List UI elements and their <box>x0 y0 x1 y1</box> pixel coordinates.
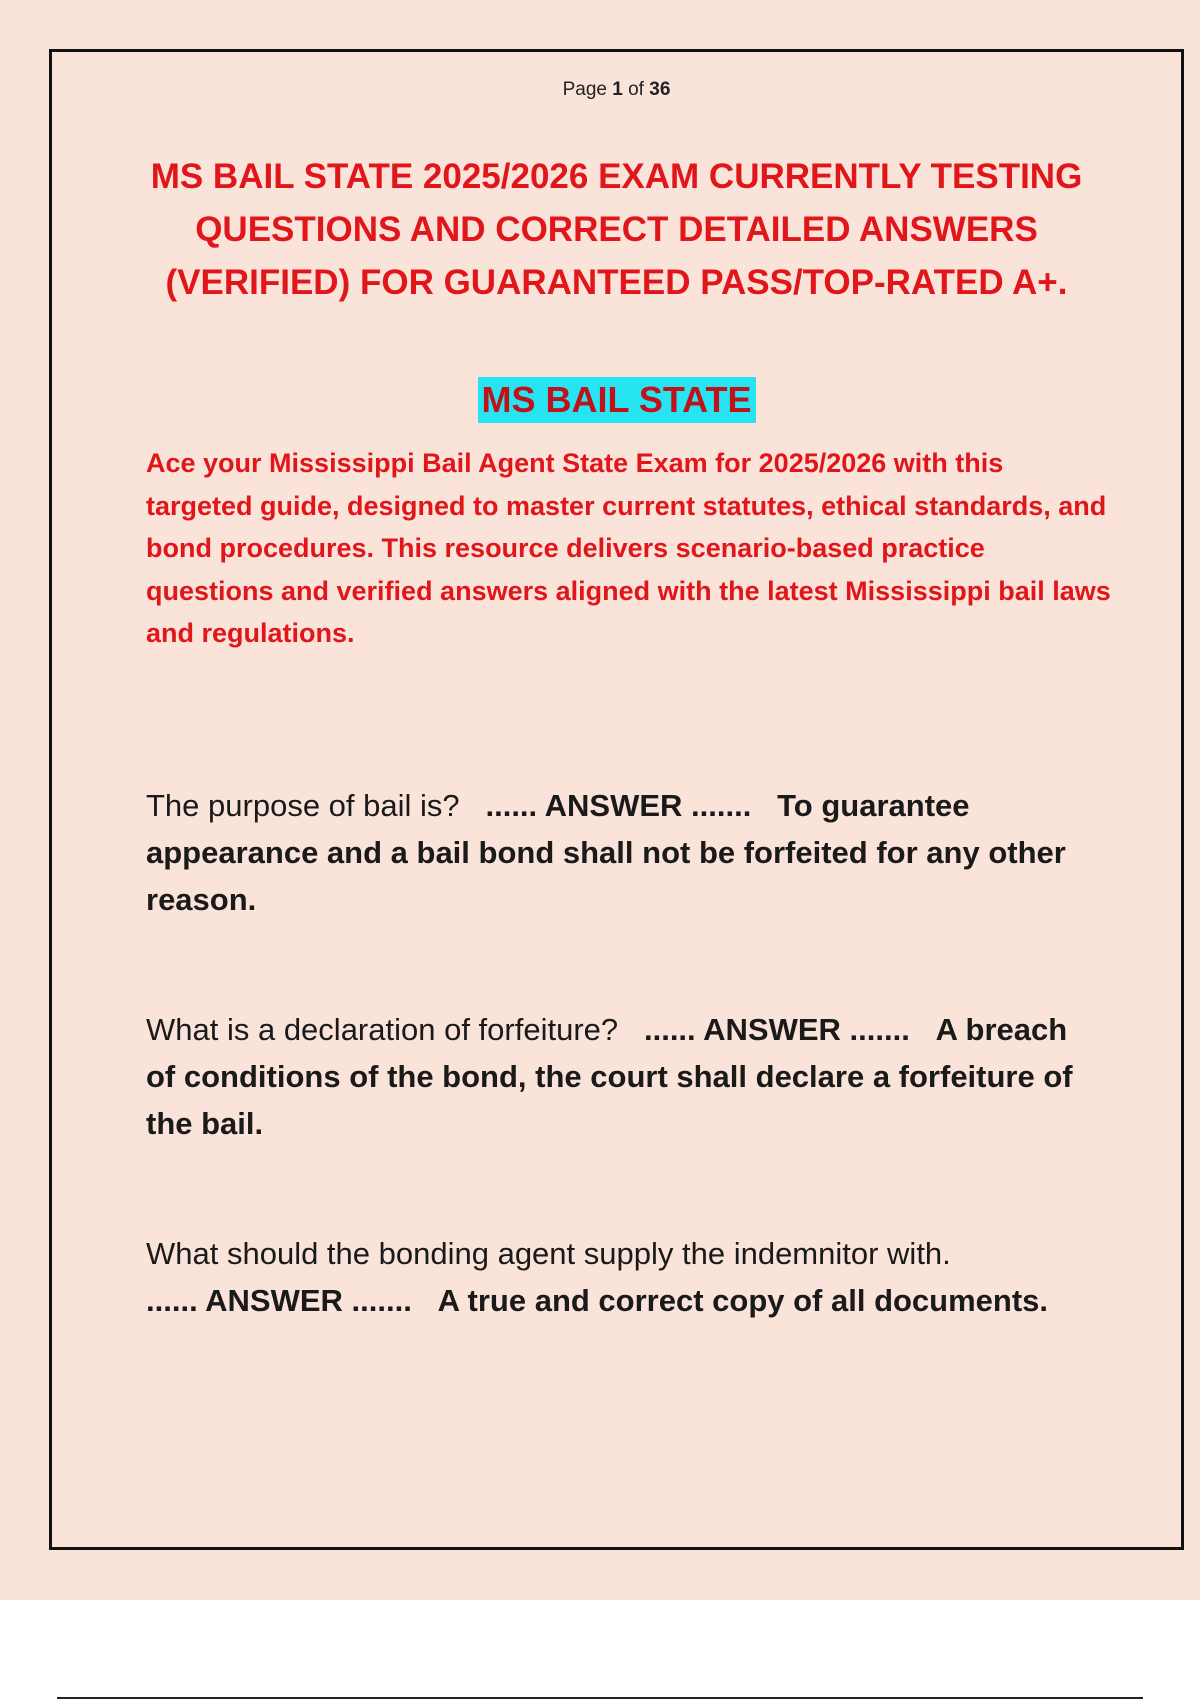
intro-paragraph: Ace your Mississippi Bail Agent State Exam for 2025/2026 with this targeted guide, designed to master current statutes, ethical standards, and bond procedures. This resource delivers scenario-based practice questions and verified answers aligned with the latest Mississippi bail laws and regulations. <box>146 448 1111 648</box>
qa-item <box>146 1230 1091 1324</box>
answer-marker: ...... ANSWER ....... <box>643 1012 910 1047</box>
qa-item <box>146 782 1091 923</box>
answer-text: A true and correct copy of all documents. <box>437 1283 1049 1318</box>
page-of: of <box>628 79 644 100</box>
subject-highlight: MS BAIL STATE <box>478 377 756 423</box>
page-current: 1 <box>612 79 623 100</box>
bottom-divider <box>57 1697 1143 1699</box>
page-total: 36 <box>649 79 671 100</box>
question-text: What is a declaration of forfeiture? <box>146 1012 619 1047</box>
document-frame <box>49 49 1184 1550</box>
question-text: What should the bonding agent supply the indemnitor with. <box>146 1236 951 1271</box>
answer-text: A breach of conditions of the bond, the court shall declare a forfeiture of the bail. <box>146 1012 1073 1141</box>
document-title: MS BAIL STATE 2025/2026 EXAM CURRENTLY TESTING QUESTIONS AND CORRECT DETAILED ANSWERS (VERIFIED) FOR GUARANTEED PASS/TOP-RATED A+. <box>150 157 1083 302</box>
answer-marker: ...... ANSWER ....... <box>485 788 752 823</box>
page-label: Page <box>562 79 607 100</box>
question-text: The purpose of bail is? <box>146 788 460 823</box>
subject-heading <box>52 377 1181 423</box>
qa-item <box>146 1006 1091 1147</box>
answer-marker: ...... ANSWER ....... <box>146 1283 412 1318</box>
answer-text: To guarantee appearance and a bail bond shall not be forfeited for any other reason. <box>146 788 1066 917</box>
page-number <box>52 79 1181 101</box>
